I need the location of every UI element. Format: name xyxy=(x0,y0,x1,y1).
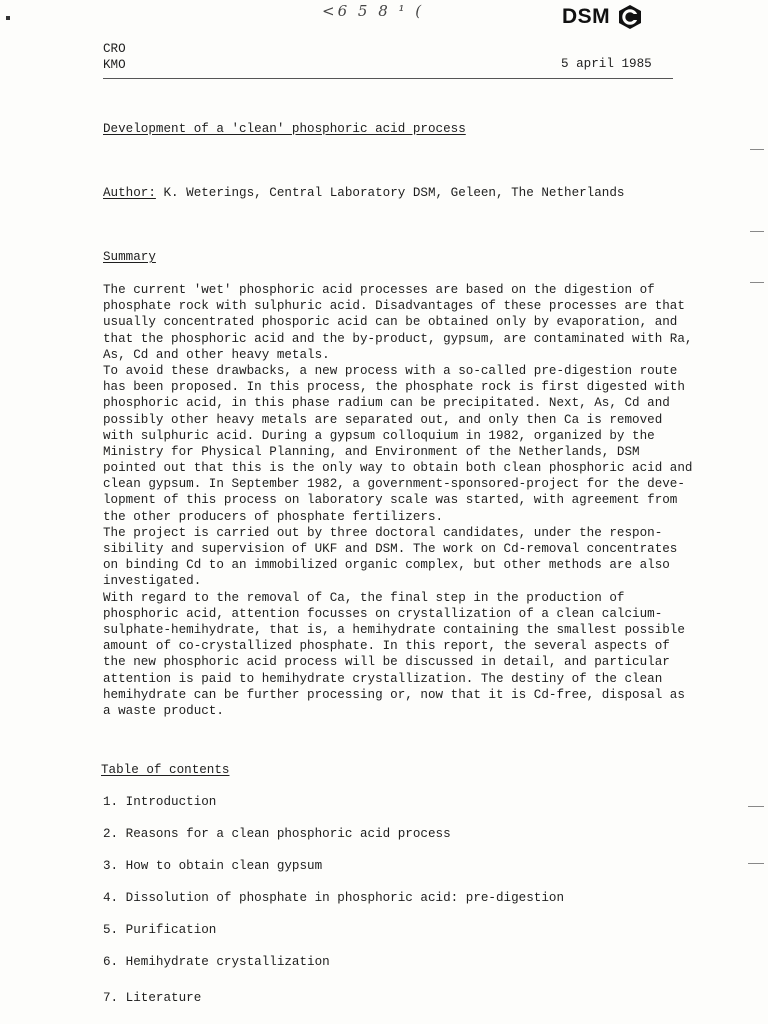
margin-mark xyxy=(748,863,764,864)
author-text: K. Weterings, Central Laboratory DSM, Geleen, The Netherlands xyxy=(155,186,625,200)
company-logo xyxy=(562,4,642,30)
summary-line: phosphoric acid, attention focusses on crystallization of a clean calcium- xyxy=(103,606,663,621)
summary-line: the other producers of phosphate fertilizers. xyxy=(103,509,444,524)
summary-line: sulphate-hemihydrate, that is, a hemihydrate containing the smallest possible xyxy=(103,622,685,637)
summary-line: with sulphuric acid. During a gypsum colloquium in 1982, organized by the xyxy=(103,428,655,443)
logo-text: DSM xyxy=(562,5,611,28)
margin-mark xyxy=(750,231,764,232)
summary-line: phosphate rock with sulphuric acid. Disadvantages of these processes are that xyxy=(103,299,685,314)
toc-item-literature: 7. Literature xyxy=(103,991,202,1005)
summary-line: pointed out that this is the only way to obtain both clean phosphoric acid and xyxy=(103,461,693,476)
summary-line: possibly other heavy metals are separated out, and only then Ca is removed xyxy=(103,412,663,427)
summary-line: that the phosphoric acid and the by-product, gypsum, are contaminated with Ra, xyxy=(103,331,693,346)
margin-mark xyxy=(748,806,764,807)
document-title: Development of a 'clean' phosphoric acid process xyxy=(103,122,466,136)
toc-item-introduction: 1. Introduction xyxy=(103,795,217,809)
summary-line: a waste product. xyxy=(103,703,224,718)
summary-line: sibility and supervision of UKF and DSM. The work on Cd-removal concentrates xyxy=(103,542,678,556)
summary-line: The project is carried out by three doctoral candidates, under the respon- xyxy=(103,525,663,540)
summary-line: To avoid these drawbacks, a new process with a so-called pre-digestion route xyxy=(103,363,678,378)
document-date: 5 april 1985 xyxy=(561,57,652,71)
summary-line: on binding Cd to an immobilized organic complex, but other methods are also xyxy=(103,558,670,573)
summary-line: the new phosphoric acid process will be discussed in detail, and particular xyxy=(103,655,670,670)
summary-line: has been proposed. In this process, the phosphate rock is first digested with xyxy=(103,380,685,395)
summary-line: usually concentrated phosporic acid can be obtained only by evaporation, and xyxy=(103,315,678,330)
handwritten-annotation: <6 5 8 ¹ ( xyxy=(322,2,425,20)
summary-line: Ministry for Physical Planning, and Environment of the Netherlands, DSM xyxy=(103,444,640,459)
summary-heading: Summary xyxy=(103,250,156,264)
summary-line: The current 'wet' phosphoric acid processes are based on the digestion of xyxy=(103,283,655,297)
summary-line: amount of co-crystallized phosphate. In this report, the several aspects of xyxy=(103,639,670,654)
summary-line: hemihydrate can be further processing or, now that it is Cd-free, disposal as xyxy=(103,687,685,702)
summary-line: lopment of this process on laboratory scale was started, with agreement from xyxy=(103,493,678,508)
header-rule xyxy=(103,78,673,79)
summary-line: With regard to the removal of Ca, the final step in the production of xyxy=(103,590,625,605)
summary-body xyxy=(103,282,723,719)
toc-item-pre-digestion: 4. Dissolution of phosphate in phosphoric acid: pre-digestion xyxy=(103,891,565,905)
header-line-1: CRO xyxy=(103,42,126,56)
header-line-2: KMO xyxy=(103,58,126,72)
toc-heading: Table of contents xyxy=(101,763,230,777)
toc-item-purification: 5. Purification xyxy=(103,923,217,937)
toc-item-hemihydrate: 6. Hemihydrate crystallization xyxy=(103,955,330,969)
summary-line: attention is paid to hemihydrate crystallization. The destiny of the clean xyxy=(103,671,663,686)
dsm-logo-icon xyxy=(618,4,642,30)
scan-speck xyxy=(6,16,10,20)
summary-line: phosphoric acid, in this phase radium can be precipitated. Next, As, Cd and xyxy=(103,396,670,411)
summary-line: investigated. xyxy=(103,574,202,589)
author-line xyxy=(103,186,624,200)
toc-item-clean-gypsum: 3. How to obtain clean gypsum xyxy=(103,859,323,873)
summary-line: As, Cd and other heavy metals. xyxy=(103,347,330,362)
toc-item-reasons: 2. Reasons for a clean phosphoric acid process xyxy=(103,827,451,841)
author-label: Author: xyxy=(103,186,156,200)
margin-mark xyxy=(750,149,764,150)
summary-line: clean gypsum. In September 1982, a government-sponsored-project for the deve- xyxy=(103,477,685,492)
margin-mark xyxy=(750,282,764,283)
